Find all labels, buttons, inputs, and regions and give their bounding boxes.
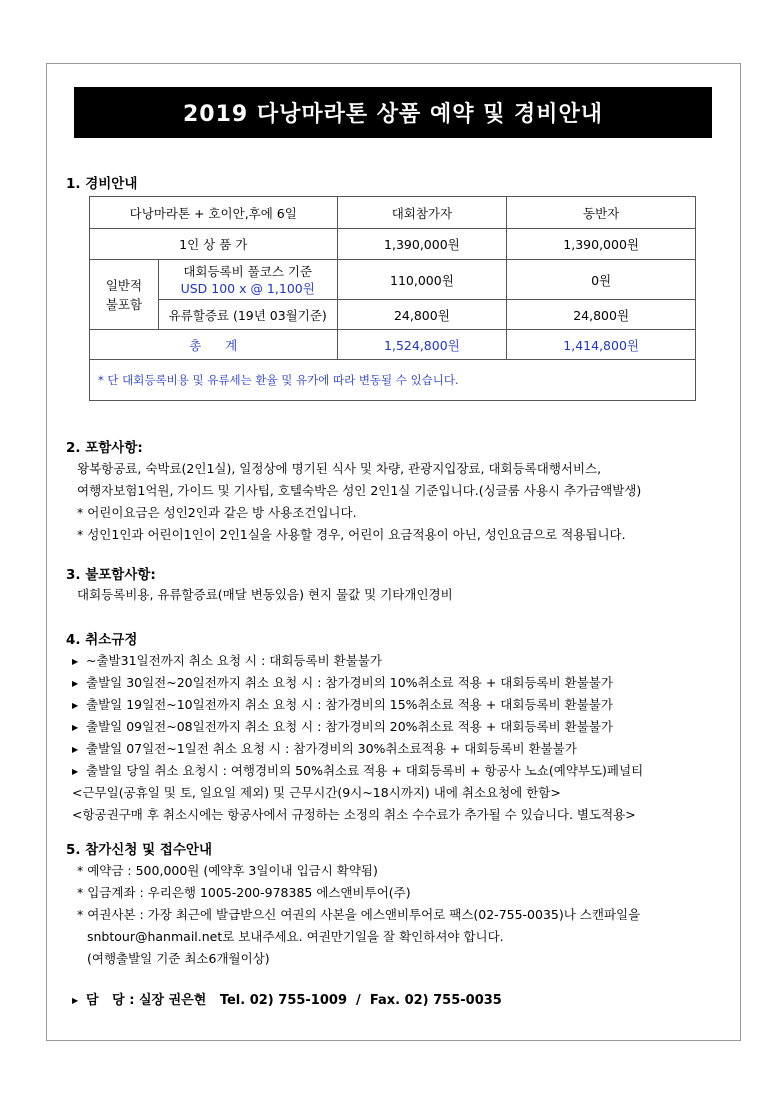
excluded-group-label: 일반적 불포함: [90, 260, 159, 330]
fuel-companion: 24,800원: [507, 300, 696, 330]
cancel-item-text: 출발일 30일전~20일전까지 취소 요청 시 : 참가경비의 10%취소료 적용 + 대회등록비 환불불가: [86, 675, 613, 690]
cancel-item-3: [72, 695, 613, 713]
section-3-heading: 3. 불포함사항:: [66, 567, 156, 583]
section-4-heading: 4. 취소규정: [66, 632, 138, 648]
fee-table: [89, 196, 696, 401]
cancel-item-text: 출발일 09일전~08일전까지 취소 요청 시 : 참가경비의 20%취소료 적용 + 대회등록비 환불불가: [86, 719, 613, 734]
page-title: 2019 다낭마라톤 상품 예약 및 경비안내: [74, 87, 712, 138]
bullet-arrow-icon: ▶: [72, 657, 79, 666]
included-line-2: 여행자보험1억원, 가이드 및 기사팁, 호텔숙박은 성인 2인1실 기준입니다.(싱글룸 사용시 추가금액발생): [77, 483, 642, 498]
registration-label-main: 대회등록비 풀코스 기준: [183, 263, 313, 279]
excluded-line-1: 대회등록비용, 유류할증료(매달 변동있음) 현지 물값 및 기타개인경비: [77, 587, 453, 602]
fuel-participant: 24,800원: [337, 300, 507, 330]
product-companion: 1,390,000원: [507, 229, 696, 260]
header-product: 다낭마라톤 + 호이안,후에 6일: [90, 197, 338, 229]
contact-line: [72, 989, 502, 1008]
bullet-arrow-icon: ▶: [72, 996, 79, 1005]
apply-line-4: snbtour@hanmail.net로 보내주세요. 여권만기일을 잘 확인하셔야 합니다.: [87, 929, 504, 944]
cancel-item-6: [72, 761, 643, 779]
registration-label: [158, 260, 337, 300]
total-label: 총 계: [90, 330, 338, 360]
fee-note-row: [90, 360, 696, 401]
included-line-4: * 성인1인과 어린이1인이 2인1실을 사용할 경우, 어린이 요금적용이 아닌, 성인요금으로 적용됩니다.: [77, 527, 626, 542]
apply-line-3: * 여권사본 : 가장 최근에 발급받으신 여권의 사본을 에스앤비투어로 팩스(02-755-0035)나 스캔파일을: [77, 907, 641, 922]
fee-row-product: [90, 229, 696, 260]
total-companion: 1,414,800원: [507, 330, 696, 360]
cancel-item-text: 출발일 07일전~1일전 취소 요청 시 : 참가경비의 30%취소료적용 + 대회등록비 환불불가: [86, 741, 577, 756]
fee-row-total: [90, 330, 696, 360]
bullet-arrow-icon: ▶: [72, 723, 79, 732]
registration-companion: 0원: [507, 260, 696, 300]
header-companion: 동반자: [507, 197, 696, 229]
section-2-heading: 2. 포함사항:: [66, 440, 143, 456]
total-participant: 1,524,800원: [337, 330, 507, 360]
header-participant: 대회참가자: [337, 197, 507, 229]
cancel-item-2: [72, 673, 613, 691]
section-1-heading: 1. 경비안내: [66, 176, 138, 192]
cancel-item-4: [72, 717, 613, 735]
bullet-arrow-icon: ▶: [72, 701, 79, 710]
apply-line-2: * 입금계좌 : 우리은행 1005-200-978385 에스앤비투어(주): [77, 885, 411, 900]
cancel-note-2: <항공권구매 후 취소시에는 항공사에서 규정하는 소정의 취소 수수료가 추가될 수 있습니다. 별도적용>: [72, 807, 636, 822]
included-line-3: * 어린이요금은 성인2인과 같은 방 사용조건입니다.: [77, 505, 357, 520]
fee-row-registration: [90, 260, 696, 300]
included-line-1: 왕복항공료, 숙박료(2인1실), 일정상에 명기된 식사 및 차량, 관광지입장료, 대회등록대행서비스,: [77, 461, 602, 476]
product-participant: 1,390,000원: [337, 229, 507, 260]
fuel-label: 유류할증료 (19년 03월기준): [158, 300, 337, 330]
fee-row-fuel: [90, 300, 696, 330]
registration-participant: 110,000원: [337, 260, 507, 300]
cancel-item-1: [72, 651, 382, 669]
bullet-arrow-icon: ▶: [72, 679, 79, 688]
apply-line-1: * 예약금 : 500,000원 (예약후 3일이내 입금시 확약됨): [77, 863, 378, 878]
fee-table-header-row: [90, 197, 696, 229]
product-label: 1인 상 품 가: [90, 229, 338, 260]
fee-note: * 단 대회등록비용 및 유류세는 환율 및 유가에 따라 변동될 수 있습니다.: [90, 360, 696, 401]
cancel-note-1: <근무일(공휴일 및 토, 일요일 제외) 및 근무시간(9시~18시까지) 내에 취소요청에 한함>: [72, 785, 561, 800]
section-5-heading: 5. 참가신청 및 접수안내: [66, 842, 212, 858]
contact-text: 담 당 : 실장 권은현 Tel. 02) 755-1009 / Fax. 02) 755-0035: [86, 993, 502, 1008]
bullet-arrow-icon: ▶: [72, 767, 79, 776]
cancel-item-text: 출발일 19일전~10일전까지 취소 요청 시 : 참가경비의 15%취소료 적용 + 대회등록비 환불불가: [86, 697, 613, 712]
registration-label-usd: USD 100 x @ 1,100원: [180, 280, 315, 296]
apply-line-5: (여행출발일 기준 최소6개월이상): [87, 951, 270, 966]
cancel-item-5: [72, 739, 577, 757]
bullet-arrow-icon: ▶: [72, 745, 79, 754]
cancel-item-text: ~출발31일전까지 취소 요청 시 : 대회등록비 환불불가: [86, 653, 382, 668]
cancel-item-text: 출발일 당일 취소 요청시 : 여행경비의 50%취소료 적용 + 대회등록비 + 항공사 노쇼(예약부도)페널티: [86, 763, 644, 778]
